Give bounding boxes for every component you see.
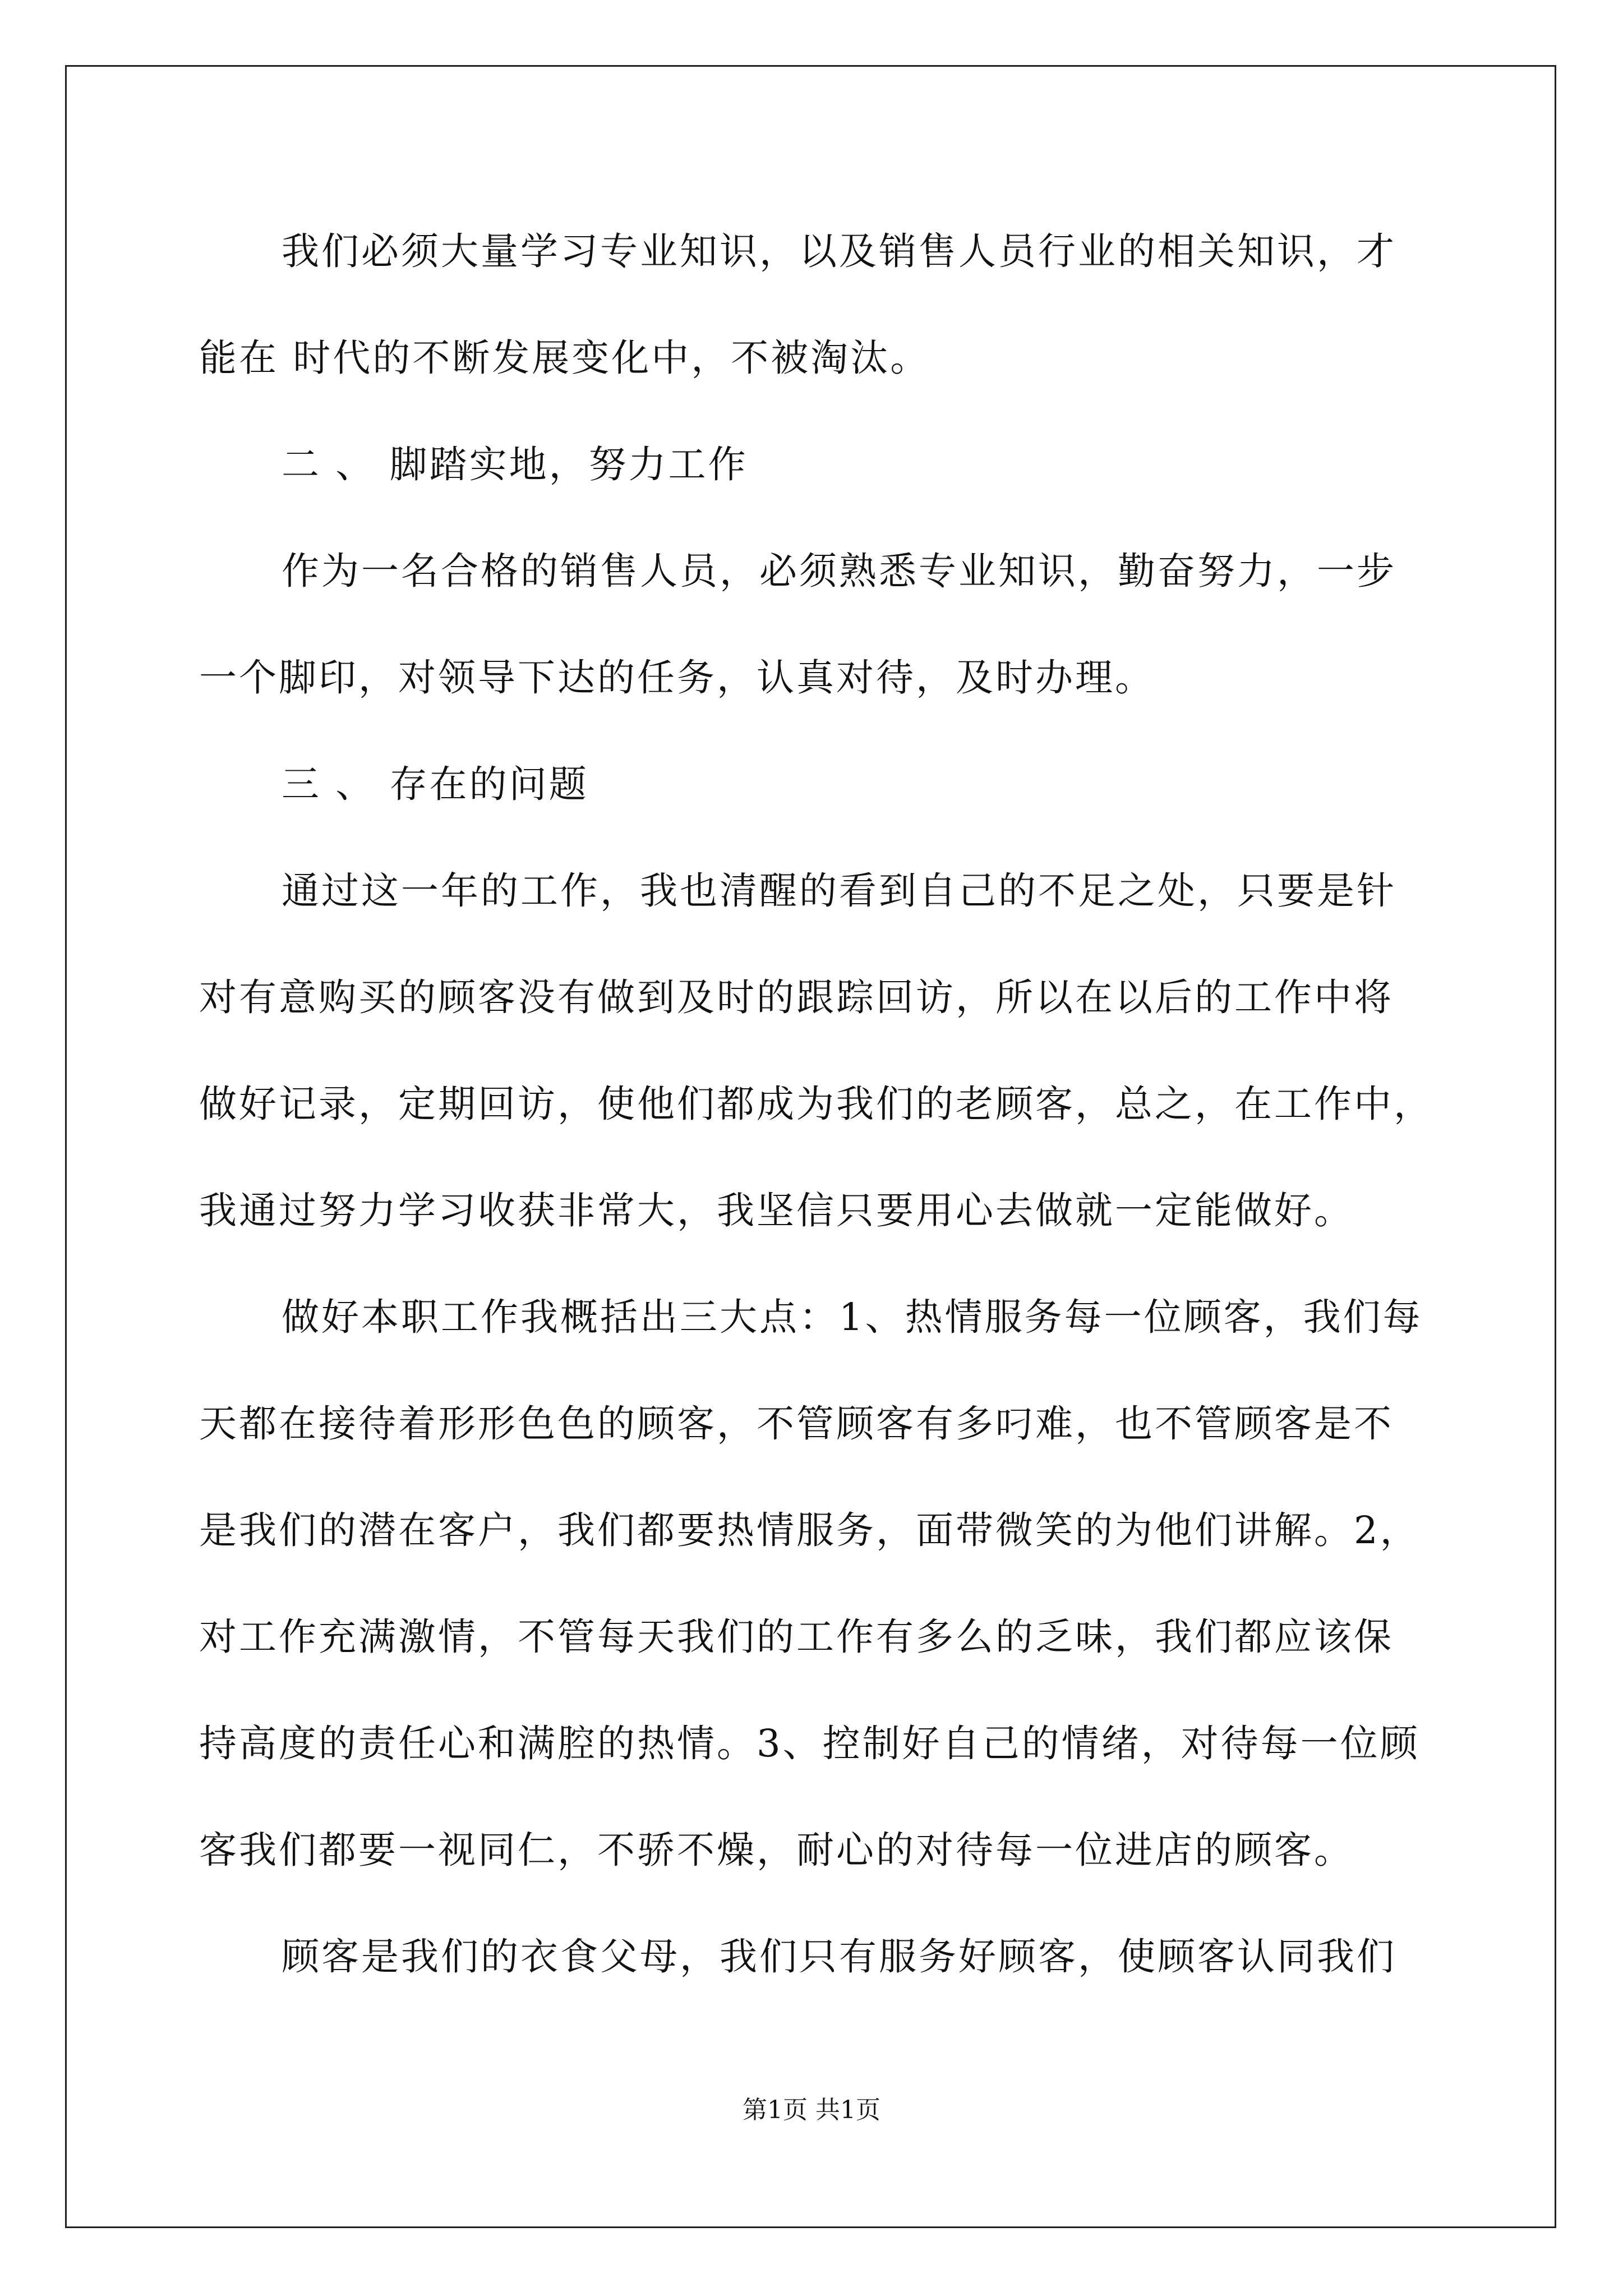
text-line: 是我们的潜在客户，我们都要热情服务，面带微笑的为他们讲解。2， <box>199 1508 1420 1552</box>
text-line: 对有意购买的顾客没有做到及时的跟踪回访，所以在以后的工作中将 <box>199 976 1394 1019</box>
text-line: 一个脚印，对领导下达的任务，认真对待，及时办理。 <box>199 656 1155 700</box>
text-line: 天都在接待着形形色色的顾客，不管顾客有多叼难，也不管顾客是不 <box>199 1402 1394 1446</box>
text-line: 做好本职工作我概括出三大点：1、热情服务每一位顾客，我们每 <box>282 1295 1423 1339</box>
text-line: 顾客是我们的衣食父母，我们只有服务好顾客，使顾客认同我们 <box>282 1935 1396 1978</box>
page-footer: 第1页 共1页 <box>743 2096 880 2124</box>
text-line: 我通过努力学习收获非常大，我坚信只要用心去做就一定能做好。 <box>199 1189 1354 1232</box>
text-line: 持高度的责任心和满腔的热情。3、控制好自己的情绪，对待每一位顾 <box>199 1722 1420 1765</box>
text-line: 能在 时代的不断发展变化中，不被淘汰。 <box>199 336 930 380</box>
page-border <box>65 65 1556 2228</box>
text-line: 通过这一年的工作，我也清醒的看到自己的不足之处，只要是针 <box>282 869 1396 913</box>
text-line: 客我们都要一视同仁，不骄不燥，耐心的对待每一位进店的顾客。 <box>199 1828 1354 1872</box>
text-line: 作为一名合格的销售人员，必须熟悉专业知识，勤奋努力，一步 <box>282 549 1396 593</box>
text-line: 对工作充满激情，不管每天我们的工作有多么的乏味，我们都应该保 <box>199 1615 1394 1659</box>
section-heading: 三 、 存在的问题 <box>282 762 589 806</box>
text-line: 做好记录，定期回访，使他们都成为我们的老顾客，总之，在工作中， <box>199 1082 1433 1126</box>
section-heading: 二 、 脚踏实地，努力工作 <box>282 443 748 486</box>
text-line: 我们必须大量学习专业知识，以及销售人员行业的相关知识，才 <box>282 229 1396 273</box>
